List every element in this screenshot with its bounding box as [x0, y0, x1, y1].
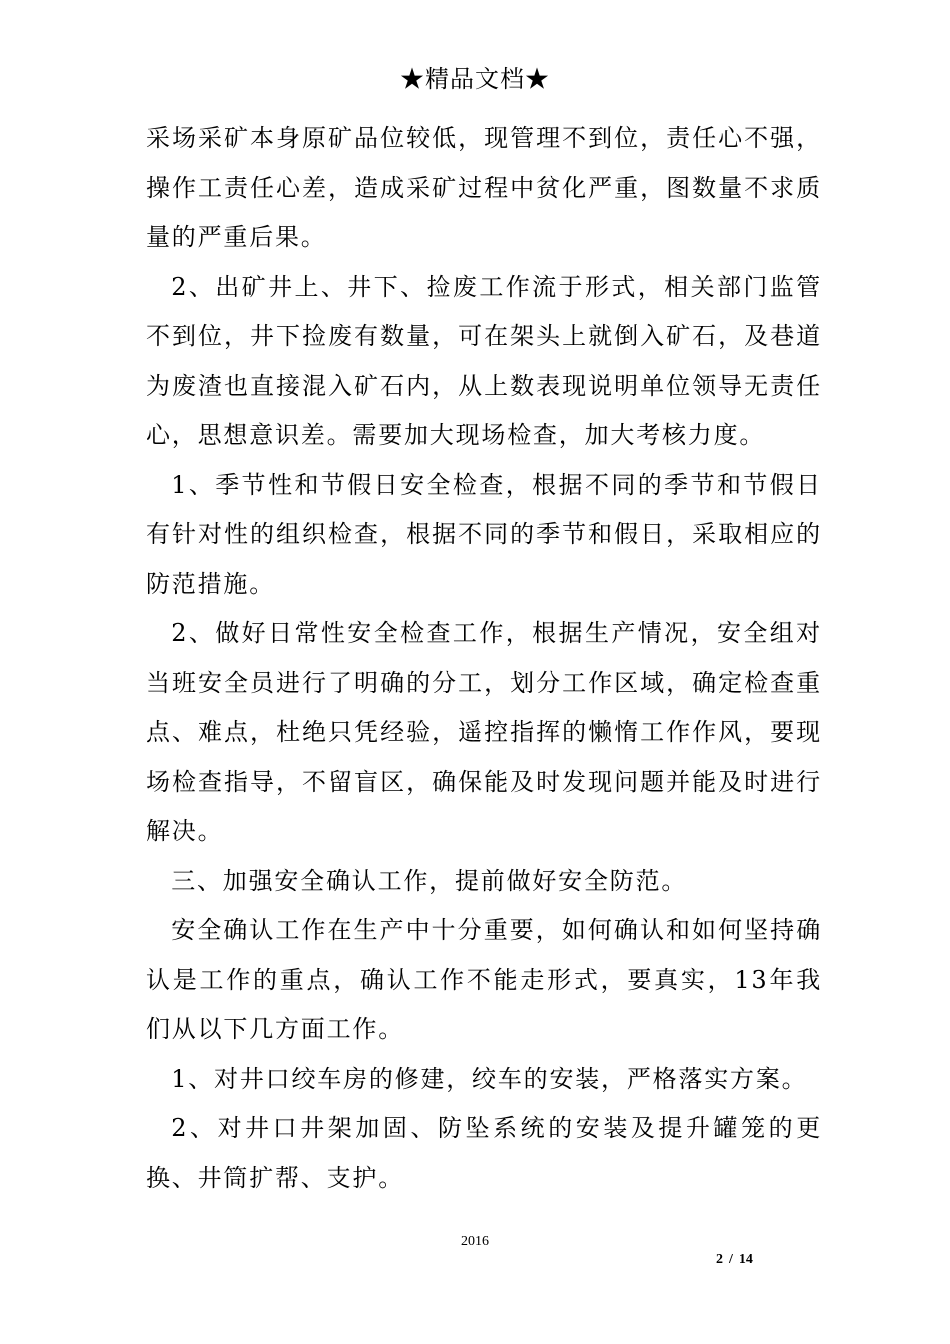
page-current: 2: [716, 1252, 723, 1267]
footer-year: 2016: [461, 1234, 489, 1249]
document-body: [146, 114, 822, 1203]
paragraph-3: 1、季节性和节假日安全检查，根据不同的季节和节假日有针对性的组织检查，根据不同的季节和假日，采取相应的防范措施。: [146, 470, 822, 598]
paragraph-6: 安全确认工作在生产中十分重要，如何确认和如何坚持确认是工作的重点，确认工作不能走形式，要真实，13年我们从以下几方面工作。: [146, 916, 822, 1043]
page-total: 14: [738, 1252, 753, 1267]
paragraph-1: 采场采矿本身原矿品位较低，现管理不到位，责任心不强，操作工责任心差，造成采矿过程中贫化严重，图数量不求质量的严重后果。: [146, 124, 822, 251]
paragraph-8: 2、对井口井架加固、防坠系统的安装及提升罐笼的更换、井筒扩帮、支护。: [146, 1114, 822, 1192]
page-separator: /: [729, 1252, 733, 1267]
paragraph-2: 2、出矿井上、井下、捡废工作流于形式，相关部门监管不到位，井下捡废有数量，可在架头上就倒入矿石，及巷道为废渣也直接混入矿石内，从上数表现说明单位领导无责任心，思想意识差。需要加大现场检查，加大考核力度。: [146, 272, 822, 449]
paragraph-5: 三、加强安全确认工作，提前做好安全防范。: [171, 866, 688, 895]
paragraph-4: 2、做好日常性安全检查工作，根据生产情况，安全组对当班安全员进行了明确的分工，划分工作区域，确定检查重点、难点，杜绝只凭经验，遥控指挥的懒惰工作作风，要现场检查指导，不留盲区，确保能及时发现问题并能及时进行解决。: [146, 619, 822, 845]
document-header-title: ★精品文档★: [400, 65, 550, 93]
page-number: [716, 1250, 753, 1270]
paragraph-7: 1、对井口绞车房的修建，绞车的安装，严格落实方案。: [171, 1064, 808, 1093]
